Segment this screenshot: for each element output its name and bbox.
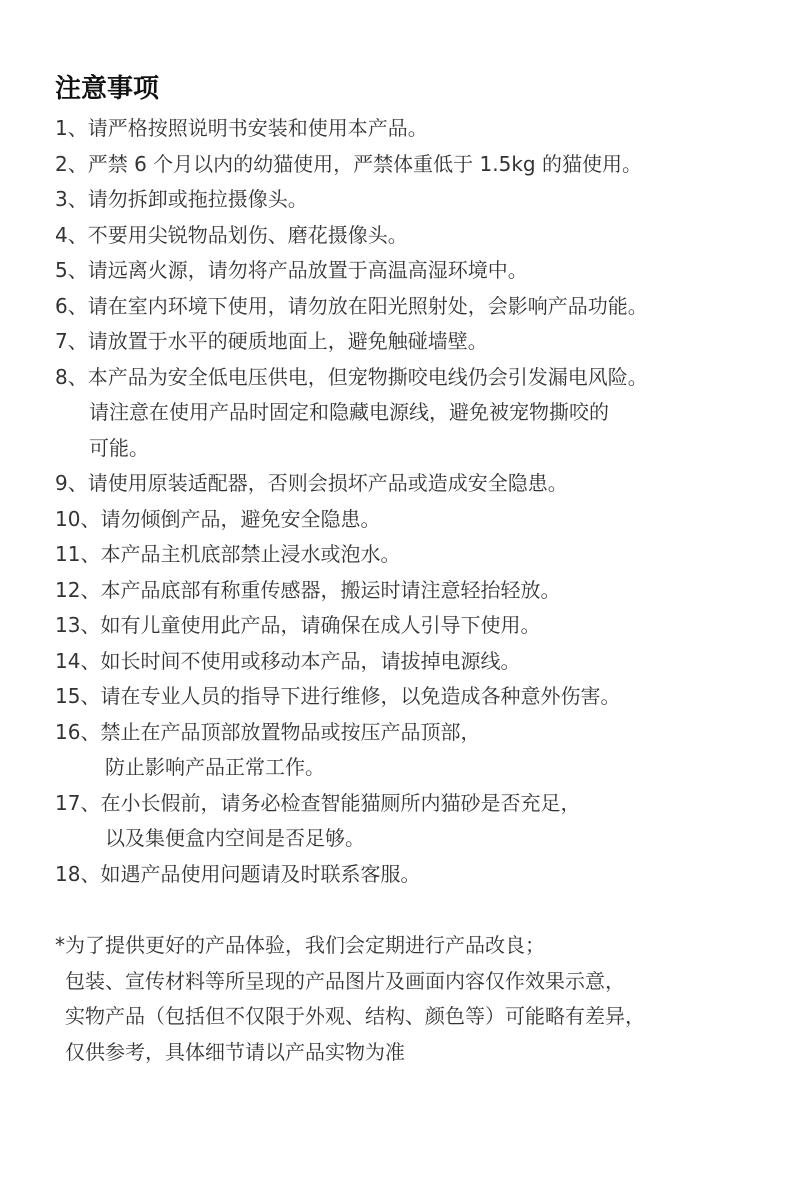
item-text: 18、如遇产品使用问题请及时联系客服。 <box>55 861 421 886</box>
item-continuation: 请注意在使用产品时固定和隐藏电源线，避免被宠物撕咬的 <box>89 400 609 424</box>
item-continuation: 以及集便盒内空间是否足够。 <box>105 826 365 850</box>
item-text: 16、禁止在产品顶部放置物品或按压产品顶部， <box>55 719 481 744</box>
item-text: 9、请使用原装适配器，否则会损坏产品或造成安全隐患。 <box>55 471 568 495</box>
item-text: 13、如有儿童使用此产品，请确保在成人引导下使用。 <box>55 613 541 637</box>
list-item <box>55 182 790 218</box>
item-text: 7、请放置于水平的硬质地面上，避免触碰墙壁。 <box>55 329 488 353</box>
item-text: 12、本产品底部有称重传感器，搬运时请注意轻抬轻放。 <box>55 577 561 602</box>
item-continuation: 防止影响产品正常工作。 <box>105 755 325 779</box>
item-text: 5、请远离火源，请勿将产品放置于高温高湿环境中。 <box>55 258 528 282</box>
list-item <box>55 857 790 893</box>
list-item <box>55 253 790 289</box>
list-item <box>55 289 790 325</box>
item-text: 10、请勿倾倒产品，避免安全隐患。 <box>55 506 381 531</box>
list-item <box>55 786 790 857</box>
item-text: 15、请在专业人员的指导下进行维修，以免造成各种意外伤害。 <box>55 684 621 708</box>
list-item <box>55 466 790 502</box>
list-item <box>55 218 790 254</box>
list-item <box>55 715 790 786</box>
list-item <box>55 324 790 360</box>
note-line: 包装、宣传材料等所呈现的产品图片及画面内容仅作效果示意， <box>65 968 625 993</box>
list-item <box>55 644 790 680</box>
note-line: *为了提供更好的产品体验，我们会定期进行产品改良； <box>55 933 545 957</box>
item-text: 4、不要用尖锐物品划伤、磨花摄像头。 <box>55 222 408 247</box>
list-item <box>55 502 790 538</box>
item-text: 17、在小长假前，请务必检查智能猫厕所内猫砂是否充足， <box>55 790 581 815</box>
list-item <box>55 608 790 644</box>
item-text: 11、本产品主机底部禁止浸水或泡水。 <box>55 542 401 566</box>
page-title: 注意事项 <box>55 74 160 104</box>
item-text: 3、请勿拆卸或拖拉摄像头。 <box>55 187 308 211</box>
list-item <box>55 573 790 609</box>
item-text: 6、请在室内环境下使用，请勿放在阳光照射处，会影响产品功能。 <box>55 293 648 318</box>
item-text: 14、如长时间不使用或移动本产品，请拔掉电源线。 <box>55 648 521 673</box>
note-line: 仅供参考，具体细节请以产品实物为准 <box>65 1039 405 1064</box>
list-item <box>55 111 790 147</box>
list-item <box>55 679 790 715</box>
item-text: 8、本产品为安全低电压供电，但宠物撕咬电线仍会引发漏电风险。 <box>55 364 648 389</box>
list-item <box>55 147 790 183</box>
item-continuation: 可能。 <box>89 435 149 460</box>
item-text: 2、严禁 6 个月以内的幼猫使用，严禁体重低于 1.5kg 的猫使用。 <box>55 151 642 176</box>
list-item <box>55 360 790 467</box>
list-item <box>55 537 790 573</box>
item-text: 1、请严格按照说明书安装和使用本产品。 <box>55 116 428 140</box>
note-line: 实物产品（包括但不仅限于外观、结构、颜色等）可能略有差异， <box>65 1004 645 1028</box>
disclaimer-notes <box>55 928 790 1070</box>
precautions-list <box>55 111 790 892</box>
